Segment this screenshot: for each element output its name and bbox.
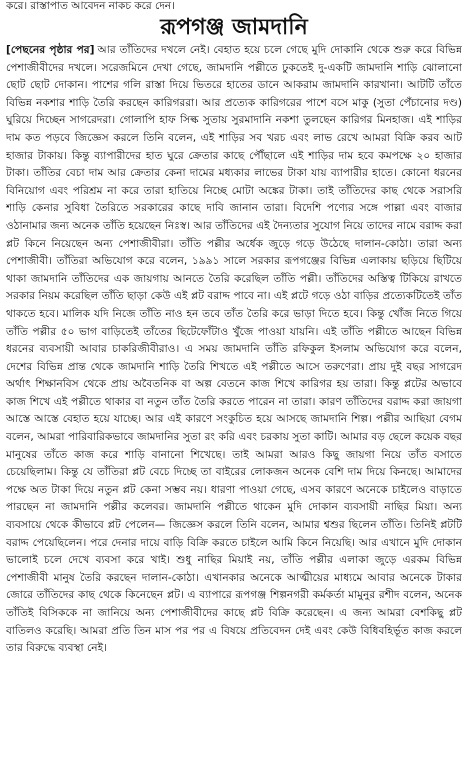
article-text: আর তাঁতিদের দখলে নেই। বেহাত হয়ে চলে গেছে মুদি দোকানি থেকে শুরু করে বিভিন্ন পেশাজীবীদের দখলে। সরেজমিনে দেখা গেছে, জামদানি পল্লীতে ঢুকতেই দু-একটি জামদানি শাড়ি ঝোলানো ছোট ছোট দোকান। পাশের গলি রাস্তা দিয়ে ভিতরে হাতের ডানে আকরাম জামদানি কারখানা। আটটি তাঁতে বিভিন্ন নকশার শাড়ি তৈরি করছেন কারিগররা। আর প্রত্যেক কারিগরের পাশে বসে মাকু (সুতা পেঁচানোর দণ্ড) ঘুরিয়ে দিচ্ছেন সাগরেদরা। গোলাপি হাফ সিল্ক সুতায় সুরমাদানি নকশা তুলছেন কারিগর মিনহাজ। এই শাড়ির দাম কত পড়বে জিজ্ঞেস করলে তিনি বলেন, এই শাড়ির সব খরচ এবং লাভ রেখে আমরা বিক্রি করব আট হাজার টাকায়। কিন্তু ব্যাপারীদের হাত ঘুরে ক্রেতার কাছে পৌঁছালে এই শাড়ির দাম হবে কমপক্ষে ২০ হাজার টাকা। তাঁতির বেচা দাম আর ক্রেতার কেনা দামের মধ্যকার লাভের টাকা যায় ব্যাপারীর হাতে। কোনো ধরনের বিনিয়োগ এবং পরিশ্রম না করে তারা হাতিয়ে নিচ্ছে মোটা অঙ্কের টাকা। তাই তাঁতিদের কাছ থেকে সরাসরি শাড়ি কেনার সুবিধা তৈরিতে সরকারের কাছে দাবি জানান তারা। বিদেশি পণ্যের সঙ্গে পাল্লা এবং বাজার ওঠানামার জন্য অনেক তাঁতি হয়েছেন নিঃস্ব। আর তাঁতিদের এই দৈন্যতার সুযোগ নিয়ে তাদের নামে বরাদ্দ করা প্লট কিনে নিয়েছেন অন্য পেশাজীবীরা। তাঁতি পল্লীর অর্ধেক জুড়ে গড়ে উঠেছে দালান-কোঠা। তারা অন্য পেশাজীবী। তাঁতিরা অভিযোগ করে বলেন, ১৯৯১ সালে সরকার রূপগঞ্জের বিভিন্ন এলাকায় ছড়িয়ে ছিটিয়ে থাকা জামদানি তাঁতিদের এক জায়গায় আনতে তৈরি করেছিল তাঁতি পল্লী। তাঁতিদের অস্তিত্ব টিকিয়ে রাখতে সরকার নিয়ম করেছিল তাঁতি ছাড়া কেউ এই প্লট বরাদ্দ পাবে না। এই প্লটে গড়ে ওঠা বাড়ির প্রত্যেকটিতেই তাঁত থাকতে হবে। মালিক যদি নিজে তাঁতি নাও হন তবে তাঁত তৈরি করে ভাড়া দিতে হবে। কিন্তু খোঁজ নিতে গিয়ে তাঁতি পল্লীর ৫০ ভাগ বাড়িতেই তাঁতের ছিটেফোঁটাও খুঁজে পাওয়া যায়নি। এই তাঁতি পল্লীতে আছেন বিভিন্ন ধরনের ব্যবসায়ী আবার চাকরিজীবীরাও। এ সময় জামদানি তাঁতি রফিকুল ইসলাম অভিযোগ করে বলেন, দেশের বিভিন্ন প্রান্ত থেকে জামদানি শাড়ি তৈরি শিখতে এই পল্লীতে আসে তরুণেরা। প্রায় দুই বছর সাগরেদ অর্থাৎ শিক্ষানবিস থেকে প্রায় অবৈতনিক বা অল্প বেতনে কাজ শিখে কারিগর হয় তারা। কিন্তু প্লটের অভাবে কাজ শিখে এই পল্লীতে থাকার বা নতুন তাঁত তৈরি করতে পারেন না তারা। কারণ তাঁতিদের বরাদ্দ করা জায়গা আস্তে আস্তে বেহাত হয়ে যাচ্ছে। আর এই কারণে সংকুচিত হয়ে আসছে জামদানি শিল্প। পল্লীর আছিয়া বেগম বলেন, আমরা পারিবারিকভাবে জামদানির সুতা রং করি এবং চরকায় সুতা কাটি। আমার বড় ছেলে কয়েক বছর মানুষের তাঁতে কাজ করে শাড়ি বানানো শিখেছে। তাই আমরা আরও কিছু জায়গা নিয়ে তাঁত বসাতে চেয়েছিলাম। কিন্তু যে তাঁতিরা প্লট বেচে দিচ্ছে তা বাইরের লোকজন অনেক বেশি দাম দিয়ে কিনছে। আমাদের পক্ষে অত টাকা দিয়ে নতুন প্লট কেনা সম্ভব নয়। ধারণা পাওয়া গেছে, এসব কারণে অনেকে চাইলেও বাড়াতে পারছেন না জামদানি পল্লীর কলেবর। জামদানি পল্লীতে থাকেন মুদি দোকান ব্যবসায়ী নাছির মিয়া। অন্য ব্যবসায়ে থেকে কীভাবে প্লট পেলেন— জিজ্ঞেস করলে তিনি বলেন, আমার শ্বশুর ছিলেন তাঁতি। তিনিই প্লটটি বরাদ্দ পেয়েছিলেন। পরে দেনার দায়ে বাড়ি বিক্রি করতে চাইলে আমি কিনে নিয়েছি। আর এখানে মুদি দোকান ভালোই চলে দেখে ব্যবসা করে খাই। শুধু নাছির মিয়াই নয়, তাঁতি পল্লীর এলাকা জুড়ে এরকম বিভিন্ন পেশাজীবী মানুষ তৈরি করছেন দালান-কোঠা। এখানকার অনেকে আত্মীয়ের মাধ্যমে আবার অনেকে টাকার জোরে তাঁতিদের কাছ থেকে কিনেছেন প্লট। এ ব্যাপারে রূপগঞ্জ শিল্পনগরী কর্মকর্তা মামুনুর রশীদ বলেন, অনেক তাঁতিই বিসিককে না জানিয়ে অন্য পেশাজীবীদের কাছে প্লট বিক্রি করেছেন। এ জন্য আমরা বেশকিছু প্লট বাতিলও করেছি। আমরা প্রতি তিন মাস পর পর এ বিষয়ে প্রতিবেদন দেই এবং কেউ বিধিবহির্ভূত কাজ করলে তার বিরুদ্ধে ব্যবস্থা নেই। <box>6 44 462 655</box>
article-body-block <box>6 42 462 760</box>
previous-article-fragment: করে। রাস্তাপাত আবেদন নাকচ করে দেন। <box>6 0 175 12</box>
article-paragraph <box>6 42 462 658</box>
article-headline: রূপগঞ্জ জামদানি <box>160 14 308 40</box>
continuation-kicker: [পেছনের পৃষ্ঠার পর] <box>6 44 95 56</box>
